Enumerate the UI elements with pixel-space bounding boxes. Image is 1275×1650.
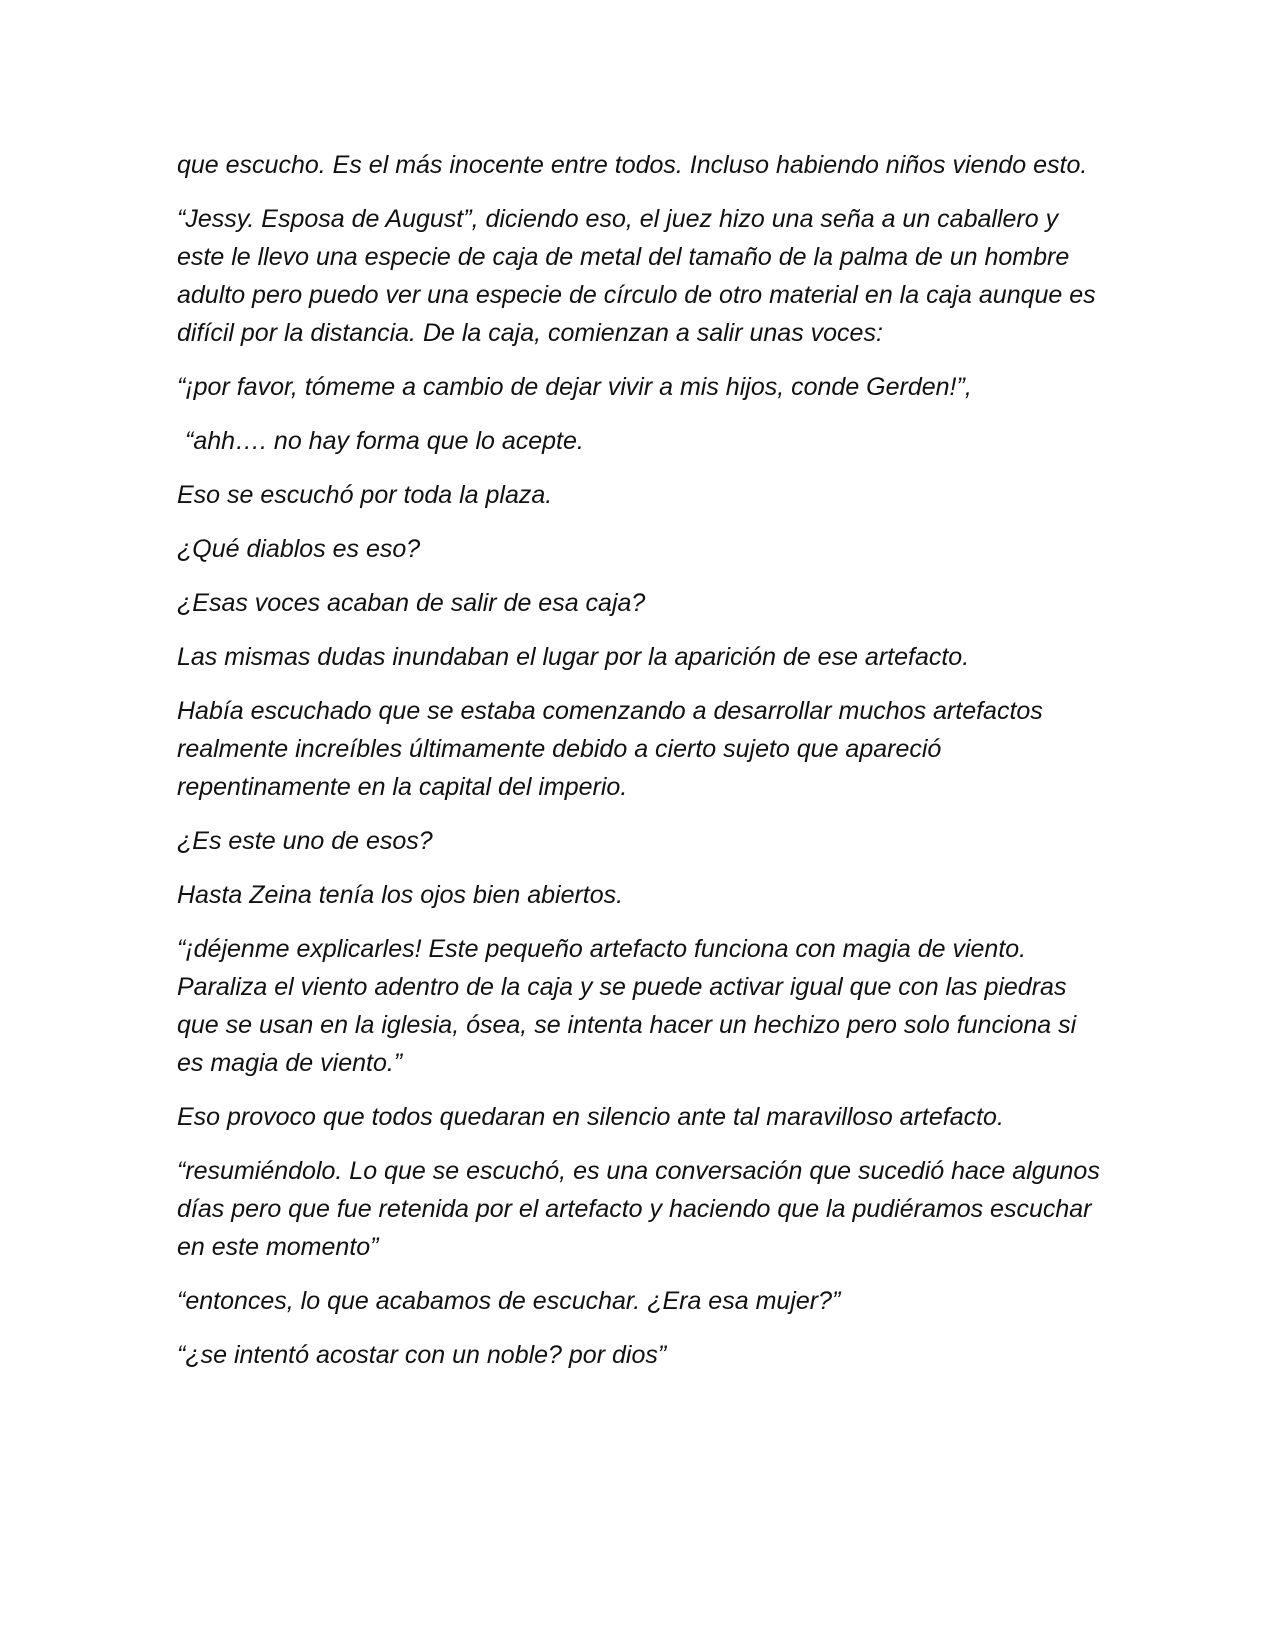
paragraph: “¡por favor, tómeme a cambio de dejar vivir a mis hijos, conde Gerden!”, <box>177 373 972 401</box>
paragraph: “entonces, lo que acabamos de escuchar. ¿Era esa mujer?” <box>177 1287 841 1315</box>
paragraph: “Jessy. Esposa de August”, diciendo eso, el juez hizo una seña a un caballero y este le llevo una especie de caja de metal del tamaño de la palma de un hombre adulto pero puedo ver una especie de círculo de otro material en la caja aunque es difícil por la distancia. De la caja, comienzan a salir unas voces: <box>177 205 1096 347</box>
paragraph: “¿se intentó acostar con un noble? por dios” <box>177 1341 667 1369</box>
paragraph: ¿Es este uno de esos? <box>177 827 433 855</box>
paragraph: ¿Esas voces acaban de salir de esa caja? <box>177 589 646 617</box>
paragraph: Eso provoco que todos quedaran en silencio ante tal maravilloso artefacto. <box>177 1103 1004 1131</box>
paragraph: Eso se escuchó por toda la plaza. <box>177 481 553 509</box>
paragraph: Había escuchado que se estaba comenzando a desarrollar muchos artefactos realmente increíbles últimamente debido a cierto sujeto que apareció repentinamente en la capital del imperio. <box>177 697 1043 801</box>
paragraph: que escucho. Es el más inocente entre todos. Incluso habiendo niños viendo esto. <box>177 151 1088 179</box>
document-body <box>177 146 1107 1390</box>
paragraph: Hasta Zeina tenía los ojos bien abiertos. <box>177 881 624 909</box>
paragraph: “ahh…. no hay forma que lo acepte. <box>185 427 584 455</box>
paragraph: “resumiéndolo. Lo que se escuchó, es una conversación que sucedió hace algunos días pero que fue retenida por el artefacto y haciendo que la pudiéramos escuchar en este momento” <box>177 1157 1100 1261</box>
paragraph: ¿Qué diablos es eso? <box>177 535 421 563</box>
paragraph: “¡déjenme explicarles! Este pequeño artefacto funciona con magia de viento. Paraliza el viento adentro de la caja y se puede activar igual que con las piedras que se usan en la iglesia, ósea, se intenta hacer un hechizo pero solo funciona si es magia de viento.” <box>177 935 1077 1077</box>
paragraph: Las mismas dudas inundaban el lugar por la aparición de ese artefacto. <box>177 643 970 671</box>
